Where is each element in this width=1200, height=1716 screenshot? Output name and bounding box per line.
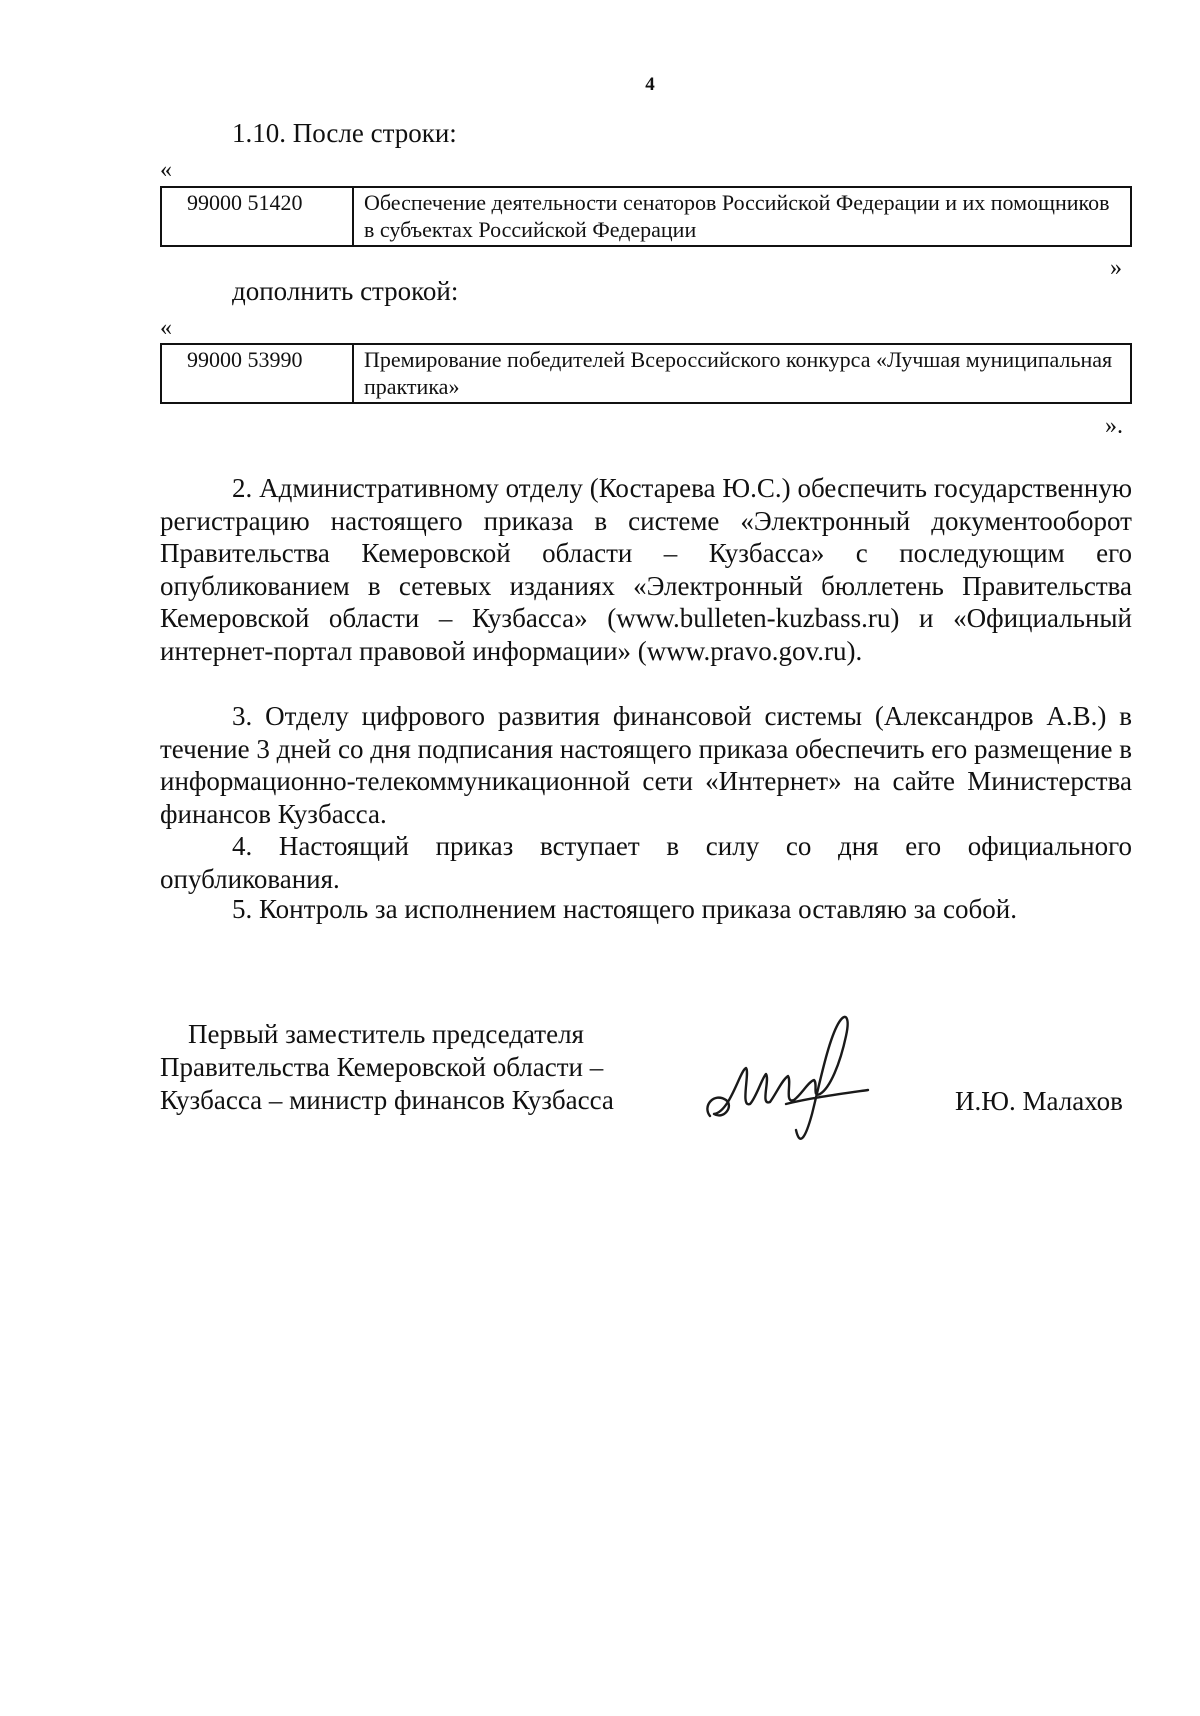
- signatory-name: И.Ю. Малахов: [955, 1086, 1123, 1116]
- position-line-3: Кузбасса – министр финансов Кузбасса: [160, 1085, 614, 1115]
- description-cell: Обеспечение деятельности сенаторов Российской Федерации и их помощников в субъектах Российской Федерации: [353, 187, 1131, 246]
- paragraph-4: 4. Настоящий приказ вступает в силу со дня его официального опубликования.: [160, 831, 1132, 894]
- amendment-table-existing: [160, 186, 1132, 247]
- signatory-position: [160, 1018, 614, 1117]
- paragraph-5: 5. Контроль за исполнением настоящего приказа оставляю за собой.: [232, 894, 1017, 924]
- add-line-label: дополнить строкой:: [232, 276, 459, 306]
- page-number: 4: [645, 74, 655, 95]
- handwritten-signature: [700, 1008, 890, 1153]
- paragraph-3: 3. Отделу цифрового развития финансовой системы (Александров А.В.) в течение 3 дней со дня подписания настоящего приказа обеспечить его размещение в информационно-телекоммуникационной сети «Интернет» на сайте Министерства финансов Кузбасса.: [160, 701, 1132, 829]
- budget-code-cell: 99000 51420: [161, 187, 353, 246]
- budget-code-cell: 99000 53990: [161, 344, 353, 403]
- position-line-1: Первый заместитель председателя: [188, 1019, 584, 1049]
- close-quote: »: [1110, 255, 1122, 281]
- close-quote-2: ».: [1105, 413, 1123, 439]
- amendment-table-new: [160, 343, 1132, 404]
- after-line-label: 1.10. После строки:: [232, 118, 457, 148]
- open-quote-2: «: [160, 315, 172, 341]
- open-quote: «: [160, 157, 172, 183]
- description-cell: Премирование победителей Всероссийского конкурса «Лучшая муниципальная практика»: [353, 344, 1131, 403]
- table-row: [161, 187, 1131, 246]
- table-row: [161, 344, 1131, 403]
- paragraph-2: 2. Административному отделу (Костарева Ю.С.) обеспечить государственную регистрацию настоящего приказа в системе «Электронный документооборот Правительства Кемеровской области – Кузбасса» с последующим его опубликованием в сетевых изданиях «Электронный бюллетень Правительства Кемеровской области – Кузбасса» (www.bulleten-kuzbass.ru) и «Официальный интернет-портал правовой информации» (www.pravo.gov.ru).: [160, 473, 1132, 666]
- position-line-2: Правительства Кемеровской области –: [160, 1052, 604, 1082]
